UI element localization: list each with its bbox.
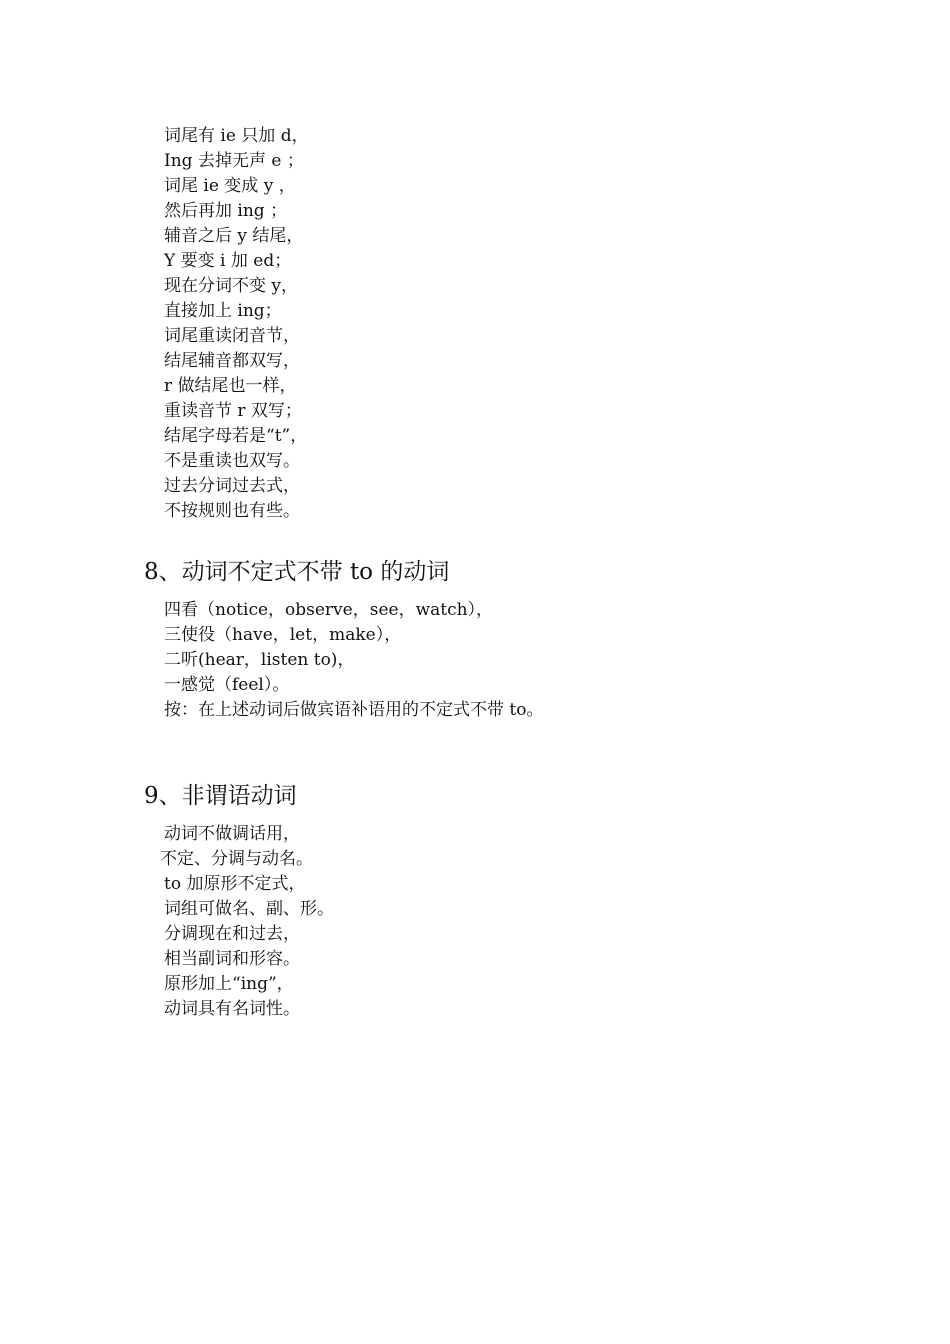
poem-line: r 做结尾也一样，	[164, 376, 297, 396]
poem-line: 结尾辅音都双写，	[164, 351, 300, 371]
section-8-line: 二听(hear，listen to)，	[164, 650, 355, 670]
section-9-heading: 9、非谓语动词	[144, 783, 297, 809]
poem-line: 结尾字母若是“t”，	[164, 426, 308, 446]
section-9-line: 动词具有名词性。	[164, 999, 300, 1019]
section-9-line: 相当副词和形容。	[164, 949, 300, 969]
section-9-line: 不定、分调与动名。	[160, 849, 313, 869]
poem-line: 现在分词不变 y，	[164, 276, 299, 296]
poem-line: 词尾重读闭音节，	[164, 326, 300, 346]
section-9-line: to 加原形不定式，	[164, 874, 306, 894]
section-8-line: 按：在上述动词后做宾语补语用的不定式不带 to。	[164, 700, 544, 720]
section-9-line: 原形加上“ing”，	[164, 974, 294, 994]
poem-line: 词尾 ie 变成 y ，	[164, 176, 296, 196]
poem-line: Ing 去掉无声 e ；	[164, 151, 304, 171]
section-8-line: 三使役（have，let，make），	[164, 625, 402, 645]
section-8-line: 一感觉（feel）。	[164, 675, 290, 695]
section-9-line: 分调现在和过去，	[164, 924, 300, 944]
poem-line: 辅音之后 y 结尾，	[164, 226, 304, 246]
poem-line: 不是重读也双写。	[164, 451, 300, 471]
poem-line: 不按规则也有些。	[164, 501, 300, 521]
section-9-line: 词组可做名、副、形。	[164, 899, 334, 919]
poem-line: 词尾有 ie 只加 d，	[164, 126, 309, 146]
poem-line: 然后再加 ing ；	[164, 201, 288, 221]
section-8-heading: 8、动词不定式不带 to 的动词	[144, 559, 450, 585]
poem-line: Y 要变 i 加 ed；	[164, 251, 292, 271]
poem-line: 过去分词过去式，	[164, 476, 300, 496]
poem-line: 重读音节 r 双写；	[164, 401, 302, 421]
section-9-line: 动词不做调话用，	[164, 824, 300, 844]
poem-line: 直接加上 ing；	[164, 301, 282, 321]
section-8-line: 四看（notice，observe，see，watch），	[164, 600, 494, 620]
